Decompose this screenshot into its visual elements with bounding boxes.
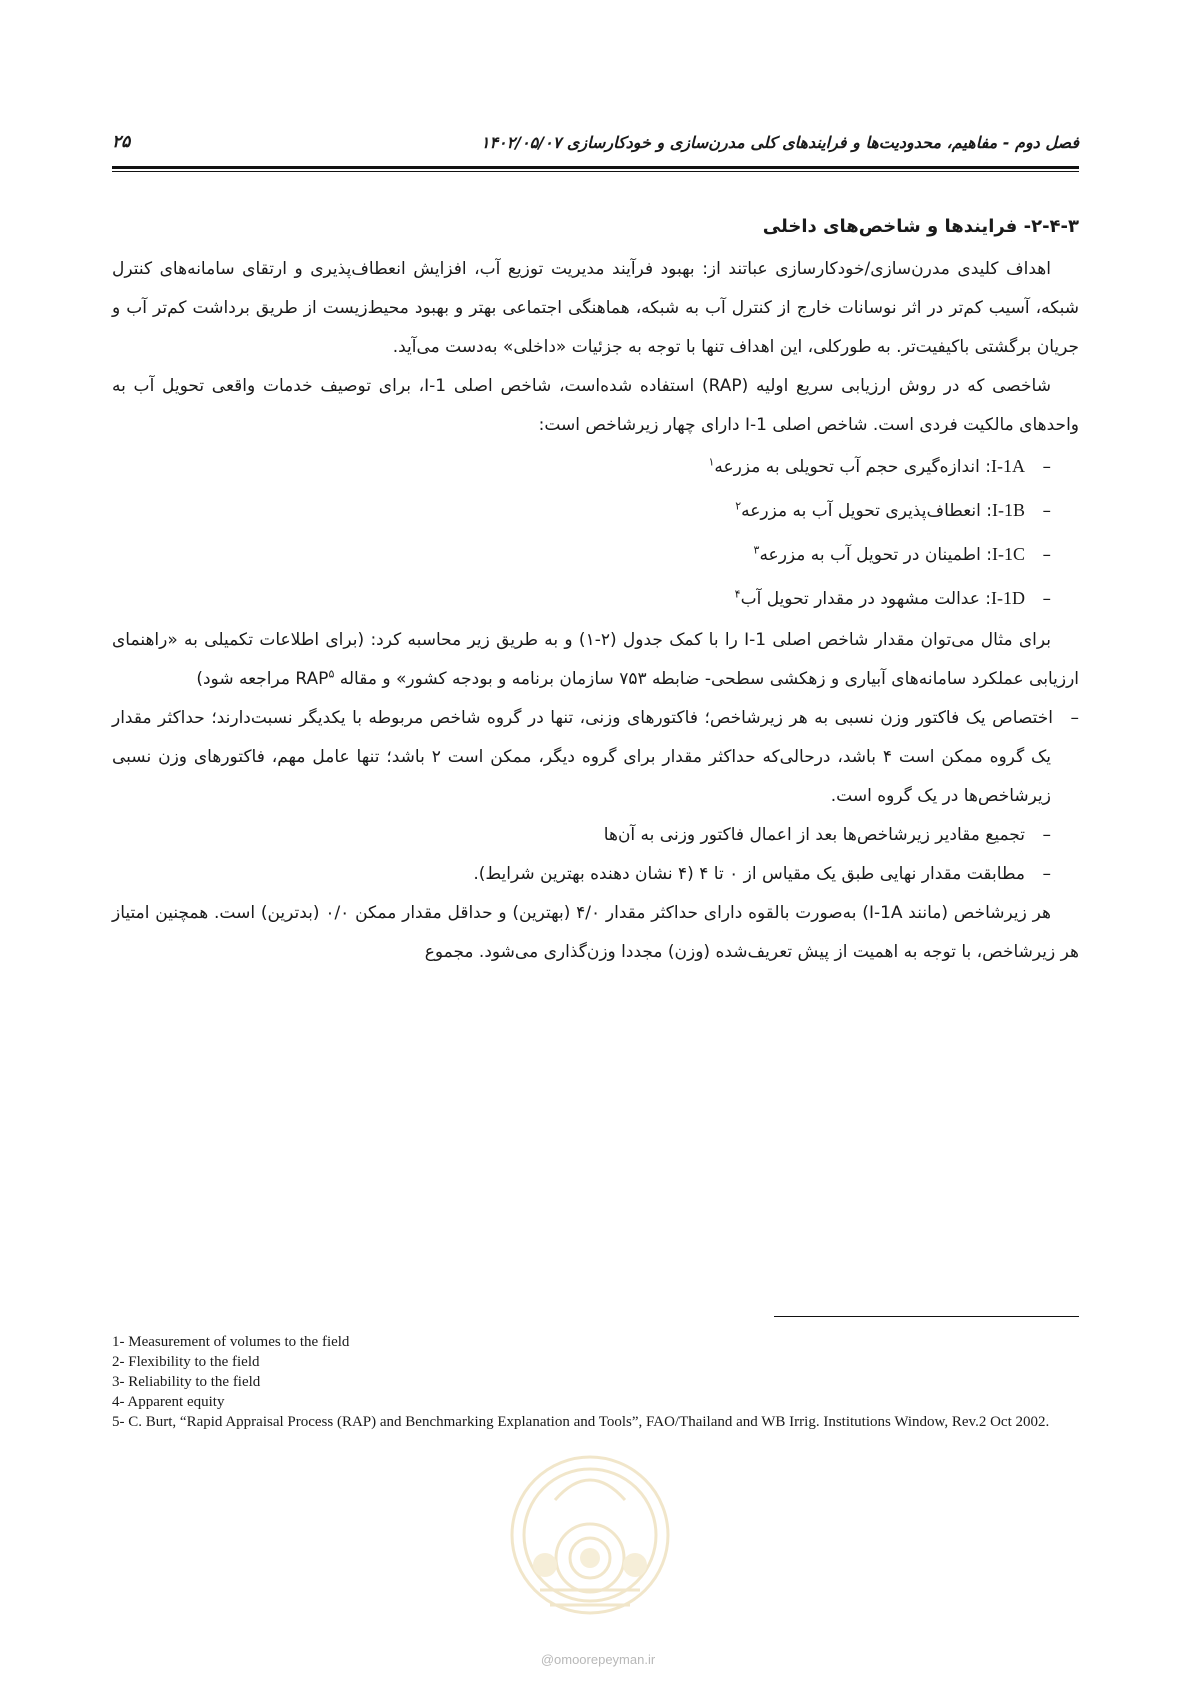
paragraph-4: هر زیرشاخص (مانند I-1A) به‌صورت بالقوه دارای حداکثر مقدار ۴/۰ (بهترین) و حداقل مقدار ممکن ۰/۰ (بدترین) است. همچنین امتیاز هر زیرشاخص، با توجه به اهمیت از پیش تعریف‌شده (وزن) مجددا وزن‌گذاری می‌شود. مجموع [112,903,1079,962]
indicator-code: I-1C [992,544,1025,564]
steps-list-continued [112,816,1079,894]
footnote-rule [774,1316,1079,1317]
footnote-ref: ۵ [328,667,335,681]
sub-indicator-list [112,445,1079,621]
indicator-text: : انعطاف‌پذیری تحویل آب به مزرعه [741,501,992,521]
paragraph-1: اهداف کلیدی مدرن‌سازی/خودکارسازی عباتند از: بهبود فرآیند مدیریت توزیع آب، افزایش انعطاف‌پذیری و ارتقای سامانه‌های کنترل شبکه، آسیب کم‌تر در اثر نوسانات خارج از کنترل آب به شبکه، هماهنگی اجتماعی بهتر و بهبود محیط‌زیست از طریق برداشت کم‌تر آب و جریان برگشتی باکیفیت‌تر. به طورکلی، این اهداف تنها با توجه به جزئیات «داخلی» به‌دست می‌آید. [112,259,1079,357]
page-body [112,210,1079,972]
page-number: ۲۵ [112,132,131,152]
paragraph-2: شاخصی که در روش ارزیابی سریع اولیه (RAP) استفاده شده‌است، شاخص اصلی I-1، برای توصیف خدمات واقعی تحویل آب به واحدهای مالکیت فردی است. شاخص اصلی I-1 دارای چهار زیرشاخص است: [112,376,1079,435]
dash-bullet: – [1042,589,1051,609]
indicator-text: : اطمینان در تحویل آب به مزرعه [759,545,992,565]
footnote-ref: ۱ [708,455,715,469]
footnote: 4- Apparent equity [112,1394,225,1410]
list-item [112,533,1051,577]
dash-bullet: – [1042,545,1051,565]
list-item [112,445,1051,489]
footnote: 5- C. Burt, “Rapid Appraisal Process (RAP) and Benchmarking Explanation and Tools”, FAO/Thailand and WB Irrig. Institutions Window, Rev.2 Oct 2002. [112,1414,1050,1430]
dash-bullet: – [1070,708,1079,728]
footnote-ref: ۳ [753,543,760,557]
list-item [112,489,1051,533]
steps-list [112,699,1079,816]
step-text: اختصاص یک فاکتور وزن نسبی به هر زیرشاخص؛ فاکتورهای وزنی، تنها در گروه شاخص مربوطه با یکدیگر نسبت‌دارند؛ حداکثر مقدار یک گروه ممکن است ۴ باشد، درحالی‌که حداکثر مقدار برای گروه دیگر، ممکن است ۲ باشد؛ تنها عامل مهم، فاکتورهای وزن نسبی زیرشاخص‌ها در یک گروه است. [112,708,1053,806]
section-heading: ۲-۴-۳- فرایندها و شاخص‌های داخلی [762,216,1079,237]
dash-bullet: – [1042,457,1051,477]
footnotes [112,1332,1079,1432]
paragraph-3-text: برای مثال می‌توان مقدار شاخص اصلی I-1 را با کمک جدول (۲-۱) و به طریق زیر محاسبه کرد: (برای اطلاعات تکمیلی به «راهنمای ارزیابی عملکرد سامانه‌های آبیاری و زهکشی سطحی- ضابطه ۷۵۳ سازمان برنامه و بودجه کشور» و مقاله RAP [112,630,1079,689]
indicator-code: I-1D [991,588,1025,608]
dash-bullet: – [1042,864,1051,884]
paragraph-3 [112,621,1079,699]
running-title: فصل دوم - مفاهیم، محدودیت‌ها و فرایندهای کلی مدرن‌سازی و خودکارسازی ۱۴۰۲/۰۵/۰۷ [480,132,1079,152]
list-item [112,577,1051,621]
footnote: 1- Measurement of volumes to the field [112,1334,350,1350]
dash-bullet: – [1042,825,1051,845]
page-header [112,128,1079,156]
indicator-text: : عدالت مشهود در مقدار تحویل آب [740,589,991,609]
step-text: تجمیع مقادیر زیرشاخص‌ها بعد از اعمال فاکتور وزنی به آن‌ها [603,825,1025,845]
footnote: 2- Flexibility to the field [112,1354,260,1370]
indicator-code: I-1B [992,500,1025,520]
dash-bullet: – [1042,501,1051,521]
paragraph-3-end: مراجعه شود) [196,669,296,689]
list-item [112,699,1079,816]
footnote-ref: ۲ [735,499,742,513]
footnote: 3- Reliability to the field [112,1374,261,1390]
list-item [112,855,1051,894]
step-text: مطابقت مقدار نهایی طبق یک مقیاس از ۰ تا ۴ (۴ نشان دهنده بهترین شرایط). [473,864,1025,884]
indicator-code: I-1A [991,456,1025,476]
header-rule [112,166,1079,172]
watermark-logo-icon [505,1440,675,1640]
indicator-text: : اندازه‌گیری حجم آب تحویلی به مزرعه [714,457,991,477]
footnote-ref: ۴ [734,587,741,601]
list-item [112,816,1051,855]
watermark-site: @omoorepeyman.ir [540,1652,656,1667]
